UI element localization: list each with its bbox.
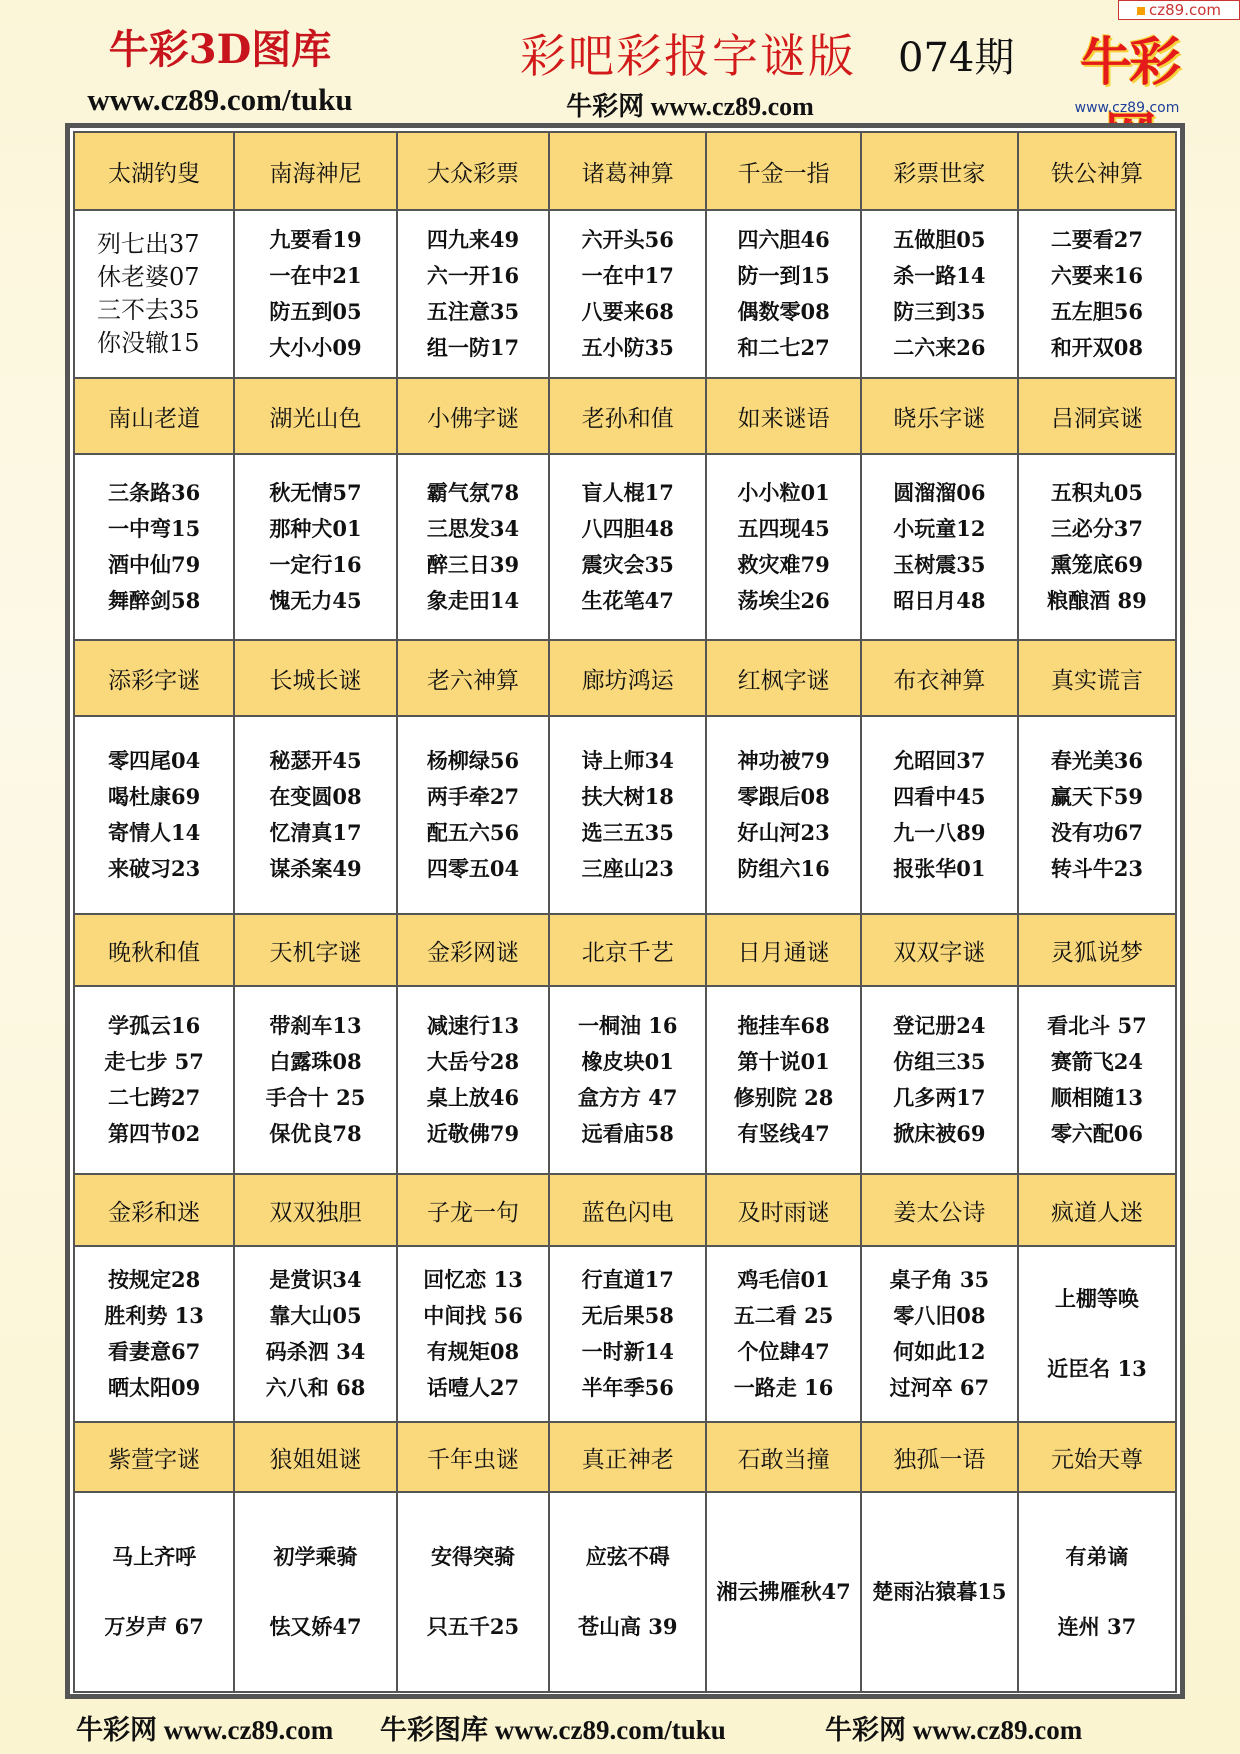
riddle-line: 大小小09 <box>269 335 362 360</box>
column-name-cell: 疯道人迷 <box>1018 1174 1176 1246</box>
logo-text: 牛彩 <box>1079 33 1178 93</box>
riddle-cell <box>1018 210 1176 378</box>
line-gap <box>398 1575 548 1609</box>
riddle-line: 八要来68 <box>581 299 674 324</box>
footer-link-left[interactable]: 牛彩网 www.cz89.com <box>76 1715 334 1745</box>
line-gap <box>75 1575 233 1609</box>
riddle-line: 一在中21 <box>269 263 362 288</box>
riddle-line: 三必分37 <box>1050 516 1144 541</box>
column-name-cell: 南海神尼 <box>234 132 397 210</box>
riddle-line: 看北斗 57 <box>1047 1013 1147 1038</box>
column-name-cell: 红枫字谜 <box>706 640 861 716</box>
riddle-line: 杨柳绿56 <box>426 748 520 773</box>
riddle-line: 第十说01 <box>737 1049 830 1074</box>
riddle-cell <box>706 1246 861 1422</box>
column-name-cell: 日月通谜 <box>706 914 861 986</box>
column-name-cell: 老六神算 <box>397 640 549 716</box>
riddle-line: 二七跨27 <box>108 1085 201 1110</box>
corner-badge-text: cz89.com <box>1148 1 1221 19</box>
column-name-cell: 蓝色闪电 <box>549 1174 706 1246</box>
riddle-cell <box>397 1246 549 1422</box>
riddle-line: 小小粒01 <box>737 480 830 505</box>
site-title: 牛彩3D图库 <box>108 26 332 73</box>
riddle-line: 允昭回37 <box>893 748 986 773</box>
riddle-cell <box>74 1492 234 1692</box>
riddle-line: 醉三日39 <box>426 552 520 577</box>
column-name-cell: 狼姐姐谜 <box>234 1422 397 1492</box>
riddle-cell <box>861 1492 1018 1692</box>
riddle-line: 诗上师34 <box>581 748 674 773</box>
riddle-cell <box>706 986 861 1174</box>
riddle-line: 春光美36 <box>1050 748 1144 773</box>
riddle-line: 连州 37 <box>1057 1614 1137 1639</box>
riddle-line: 带刹车13 <box>269 1013 362 1038</box>
column-name-cell: 铁公神算 <box>1018 132 1176 210</box>
riddle-line: 有规矩08 <box>426 1339 520 1364</box>
riddle-cell <box>234 986 397 1174</box>
riddle-line: 秘瑟开45 <box>269 748 362 773</box>
content-row <box>74 454 1176 640</box>
riddle-line: 盒方方 47 <box>577 1085 678 1110</box>
riddle-cell <box>861 1246 1018 1422</box>
column-name-cell: 双双独胆 <box>234 1174 397 1246</box>
name-row <box>74 1422 1176 1492</box>
line-gap <box>550 1575 705 1609</box>
riddle-line: 苍山高 39 <box>577 1614 678 1639</box>
riddle-line: 五小防35 <box>581 335 674 360</box>
riddle-cell <box>549 1492 706 1692</box>
riddle-line: 无后果58 <box>581 1303 674 1328</box>
column-name-cell: 元始天尊 <box>1018 1422 1176 1492</box>
column-name-cell: 千金一指 <box>706 132 861 210</box>
riddle-cell <box>861 454 1018 640</box>
site-url-link[interactable]: www.cz89.com/tuku <box>87 82 353 117</box>
riddle-line: 扶大树18 <box>581 784 674 809</box>
riddle-line: 鸡毛信01 <box>737 1267 830 1292</box>
riddle-line: 手合十 25 <box>265 1085 366 1110</box>
riddle-line: 是赏识34 <box>269 1267 362 1292</box>
riddle-line: 秋无情57 <box>269 480 362 505</box>
name-row <box>74 132 1176 210</box>
riddle-line: 杀一路14 <box>893 263 986 288</box>
riddle-line: 和二七27 <box>737 335 830 360</box>
column-name-cell: 如来谜语 <box>706 378 861 454</box>
riddle-line: 第四节02 <box>108 1121 201 1146</box>
riddle-line: 圆溜溜06 <box>893 480 986 505</box>
riddle-cell <box>706 1492 861 1692</box>
riddle-line: 何如此12 <box>893 1339 986 1364</box>
column-name-cell: 添彩字谜 <box>74 640 234 716</box>
riddle-cell <box>234 454 397 640</box>
riddle-line: 荡埃尘26 <box>737 588 830 613</box>
riddle-line: 谋杀案49 <box>269 856 362 881</box>
riddle-line: 防一到15 <box>737 263 830 288</box>
riddle-line: 愧无力45 <box>269 588 362 613</box>
column-name-cell: 晚秋和值 <box>74 914 234 986</box>
riddle-line: 组一防17 <box>426 335 520 360</box>
riddle-line: 五左胆56 <box>1050 299 1144 324</box>
column-name-cell: 老孙和值 <box>549 378 706 454</box>
riddle-line: 拖挂车68 <box>737 1013 830 1038</box>
riddle-line: 安得突骑 <box>431 1544 516 1569</box>
riddle-cell <box>74 986 234 1174</box>
name-row <box>74 1174 1176 1246</box>
sub-url-link[interactable]: 牛彩网 www.cz89.com <box>566 92 814 121</box>
riddle-line: 两手牵27 <box>426 784 520 809</box>
riddle-line: 一在中17 <box>581 263 674 288</box>
riddle-cell <box>706 210 861 378</box>
riddle-line: 减速行13 <box>426 1013 520 1038</box>
riddle-line: 防五到05 <box>269 299 362 324</box>
riddle-line: 五注意35 <box>426 299 520 324</box>
column-name-cell: 布衣神算 <box>861 640 1018 716</box>
riddle-line: 列七出37 <box>97 230 200 258</box>
riddle-line: 神功被79 <box>737 748 830 773</box>
column-name-cell: 南山老道 <box>74 378 234 454</box>
riddle-cell <box>397 1492 549 1692</box>
column-name-cell: 独孤一语 <box>861 1422 1018 1492</box>
riddle-line: 个位肆47 <box>737 1339 830 1364</box>
riddle-line: 五做胆05 <box>893 227 986 252</box>
column-name-cell: 湖光山色 <box>234 378 397 454</box>
riddle-line: 六一开16 <box>426 263 520 288</box>
riddle-line: 赢天下59 <box>1050 784 1144 809</box>
riddle-line: 选三五35 <box>581 820 674 845</box>
column-name-cell: 灵狐说梦 <box>1018 914 1176 986</box>
riddle-line: 三思发34 <box>426 516 520 541</box>
riddle-line: 走七步 57 <box>104 1049 204 1074</box>
riddle-line: 防组六16 <box>737 856 830 881</box>
riddle-line: 按规定28 <box>108 1267 201 1292</box>
riddle-line: 一时新14 <box>581 1339 674 1364</box>
riddle-grid <box>73 131 1177 1693</box>
riddle-cell <box>1018 986 1176 1174</box>
riddle-line: 小玩童12 <box>893 516 986 541</box>
logo-url: www.cz89.com <box>1074 100 1180 116</box>
riddle-line: 转斗牛23 <box>1050 856 1144 881</box>
riddle-line: 半年季56 <box>581 1375 674 1400</box>
riddle-cell <box>234 716 397 914</box>
riddle-line: 五四现45 <box>737 516 830 541</box>
riddle-line: 四看中45 <box>893 784 986 809</box>
riddle-line: 二要看27 <box>1050 227 1144 252</box>
content-row <box>74 1492 1176 1692</box>
riddle-line: 保优良78 <box>269 1121 362 1146</box>
content-row <box>74 1246 1176 1422</box>
riddle-line: 仿组三35 <box>893 1049 986 1074</box>
riddle-line: 顺相随13 <box>1050 1085 1144 1110</box>
column-name-cell: 子龙一句 <box>397 1174 549 1246</box>
riddle-line: 应弦不碍 <box>585 1544 670 1569</box>
riddle-line: 中间找 56 <box>423 1303 523 1328</box>
riddle-line: 六八和 68 <box>265 1375 366 1400</box>
riddle-line: 三座山23 <box>581 856 674 881</box>
column-name-cell: 真实谎言 <box>1018 640 1176 716</box>
riddle-line: 六要来16 <box>1050 263 1144 288</box>
riddle-cell <box>74 1246 234 1422</box>
column-name-cell: 彩票世家 <box>861 132 1018 210</box>
content-row <box>74 716 1176 914</box>
riddle-line: 防三到35 <box>893 299 986 324</box>
column-name-cell: 真正神老 <box>549 1422 706 1492</box>
riddle-line: 救灾难79 <box>737 552 830 577</box>
riddle-line: 好山河23 <box>737 820 830 845</box>
column-name-cell: 石敢当撞 <box>706 1422 861 1492</box>
riddle-cell <box>549 716 706 914</box>
riddle-line: 登记册24 <box>893 1013 986 1038</box>
column-name-cell: 金彩和迷 <box>74 1174 234 1246</box>
riddle-line: 休老婆07 <box>97 263 200 291</box>
riddle-line: 白露珠08 <box>269 1049 362 1074</box>
riddle-line: 昭日月48 <box>893 588 986 613</box>
column-name-cell: 千年虫谜 <box>397 1422 549 1492</box>
riddle-line: 零四尾04 <box>108 748 201 773</box>
riddle-line: 几多两17 <box>893 1085 986 1110</box>
riddle-line: 一桐油 16 <box>577 1013 678 1038</box>
riddle-line: 九一八89 <box>893 820 986 845</box>
riddle-line: 八四胆48 <box>581 516 674 541</box>
riddle-line: 晒太阳09 <box>108 1375 201 1400</box>
riddle-line: 看妻意67 <box>108 1339 201 1364</box>
riddle-cell <box>861 986 1018 1174</box>
line-gap <box>1019 1317 1175 1351</box>
riddle-cell <box>234 210 397 378</box>
riddle-cell <box>74 716 234 914</box>
riddle-line: 玉树震35 <box>893 552 986 577</box>
riddle-line: 熏笼底69 <box>1050 552 1144 577</box>
column-name-cell: 紫萱字谜 <box>74 1422 234 1492</box>
riddle-line: 零跟后08 <box>737 784 830 809</box>
riddle-line: 赛箭飞24 <box>1050 1049 1144 1074</box>
riddle-line: 湘云拂雁秋47 <box>716 1579 851 1604</box>
riddle-line: 酒中仙79 <box>108 552 201 577</box>
riddle-line: 怯又娇47 <box>269 1614 362 1639</box>
riddle-line: 五积丸05 <box>1050 480 1144 505</box>
line-gap <box>235 1575 396 1609</box>
riddle-line: 桌子角 35 <box>889 1267 990 1292</box>
column-name-cell: 诸葛神算 <box>549 132 706 210</box>
riddle-line: 初学乘骑 <box>273 1544 358 1569</box>
column-name-cell: 小佛字谜 <box>397 378 549 454</box>
name-row <box>74 914 1176 986</box>
column-name-cell: 及时雨谜 <box>706 1174 861 1246</box>
riddle-cell <box>861 210 1018 378</box>
riddle-line: 舞醉剑58 <box>108 588 201 613</box>
column-name-cell: 晓乐字谜 <box>861 378 1018 454</box>
riddle-line: 大岳兮28 <box>426 1049 520 1074</box>
column-name-cell: 金彩网谜 <box>397 914 549 986</box>
riddle-line: 一路走 16 <box>733 1375 834 1400</box>
riddle-line: 报张华01 <box>893 856 986 881</box>
name-row <box>74 640 1176 716</box>
riddle-line: 马上齐呼 <box>112 1544 197 1569</box>
riddle-line: 零六配06 <box>1050 1121 1144 1146</box>
riddle-cell <box>234 1492 397 1692</box>
riddle-line: 修别院 28 <box>733 1085 834 1110</box>
riddle-line: 掀床被69 <box>893 1121 986 1146</box>
riddle-line: 近臣名 13 <box>1047 1356 1147 1381</box>
riddle-line: 四零五04 <box>426 856 520 881</box>
issue-number: 074期 <box>898 35 1015 81</box>
riddle-line: 粮酿酒 89 <box>1047 588 1147 613</box>
column-name-cell: 长城长谜 <box>234 640 397 716</box>
riddle-line: 三不去35 <box>97 296 200 324</box>
riddle-line: 寄情人14 <box>108 820 201 845</box>
riddle-line: 霸气氛78 <box>426 480 520 505</box>
riddle-line: 生花笔47 <box>581 588 674 613</box>
riddle-cell <box>74 454 234 640</box>
riddle-line: 一中弯15 <box>108 516 201 541</box>
riddle-cell <box>706 454 861 640</box>
riddle-line: 来破习23 <box>108 856 201 881</box>
column-name-cell: 吕洞宾谜 <box>1018 378 1176 454</box>
riddle-line: 四九来49 <box>426 227 520 252</box>
riddle-line: 万岁声 67 <box>104 1614 204 1639</box>
riddle-cell <box>549 986 706 1174</box>
riddle-line: 有竖线47 <box>737 1121 830 1146</box>
riddle-line: 和开双08 <box>1050 335 1144 360</box>
riddle-cell <box>1018 1246 1176 1422</box>
riddle-line: 上棚等唤 <box>1054 1286 1139 1311</box>
riddle-line: 那种犬01 <box>269 516 362 541</box>
riddle-line: 忆清真17 <box>269 820 362 845</box>
riddle-line: 六开头56 <box>581 227 674 252</box>
footer-link-right[interactable]: 牛彩网 www.cz89.com <box>825 1715 1083 1745</box>
riddle-line: 偶数零08 <box>737 299 830 324</box>
riddle-cell <box>706 716 861 914</box>
name-row <box>74 378 1176 454</box>
riddle-line: 桌上放46 <box>426 1085 520 1110</box>
column-name-cell: 双双字谜 <box>861 914 1018 986</box>
riddle-line: 近敬佛79 <box>426 1121 520 1146</box>
riddle-line: 行直道17 <box>581 1267 674 1292</box>
riddle-cell <box>549 454 706 640</box>
riddle-cell <box>397 454 549 640</box>
riddle-cell <box>1018 716 1176 914</box>
riddle-line: 三条路36 <box>108 480 201 505</box>
riddle-cell <box>549 1246 706 1422</box>
riddle-line: 远看庙58 <box>581 1121 674 1146</box>
line-gap <box>1019 1575 1175 1609</box>
column-name-cell: 太湖钓叟 <box>74 132 234 210</box>
riddle-cell <box>549 210 706 378</box>
riddle-line: 靠大山05 <box>269 1303 362 1328</box>
riddle-cell <box>1018 454 1176 640</box>
column-name-cell: 姜太公诗 <box>861 1174 1018 1246</box>
riddle-line: 在变圆08 <box>269 784 362 809</box>
riddle-line: 九要看19 <box>269 227 362 252</box>
riddle-line: 二六来26 <box>893 335 986 360</box>
column-name-cell: 大众彩票 <box>397 132 549 210</box>
riddle-line: 楚雨沾猿暮15 <box>872 1579 1007 1604</box>
riddle-line: 有弟谪 <box>1065 1544 1129 1569</box>
riddle-line: 零八旧08 <box>893 1303 986 1328</box>
riddle-line: 一定行16 <box>269 552 362 577</box>
content-row <box>74 210 1176 378</box>
riddle-line: 胜利势 13 <box>104 1303 204 1328</box>
riddle-line: 配五六56 <box>426 820 520 845</box>
footer-link-middle[interactable]: 牛彩图库 www.cz89.com/tuku <box>380 1715 726 1745</box>
riddle-cell <box>861 716 1018 914</box>
riddle-cell <box>234 1246 397 1422</box>
site-logo[interactable] <box>1052 14 1202 114</box>
column-name-cell: 北京千艺 <box>549 914 706 986</box>
riddle-cell <box>1018 1492 1176 1692</box>
riddle-line: 五二看 25 <box>733 1303 834 1328</box>
content-row <box>74 986 1176 1174</box>
riddle-line: 没有功67 <box>1050 820 1144 845</box>
riddle-cell <box>397 986 549 1174</box>
riddle-line: 你没辙15 <box>97 329 200 357</box>
page-title: 彩吧彩报字谜版 <box>520 29 856 83</box>
riddle-line: 震灾会35 <box>581 552 674 577</box>
riddle-line: 橡皮块01 <box>581 1049 674 1074</box>
riddle-line: 学孤云16 <box>108 1013 201 1038</box>
riddle-line: 象走田14 <box>426 588 520 613</box>
riddle-line: 回忆恋 13 <box>423 1267 523 1292</box>
column-name-cell: 天机字谜 <box>234 914 397 986</box>
riddle-line: 四六胆46 <box>737 227 830 252</box>
riddle-line: 盲人棍17 <box>581 480 674 505</box>
column-name-cell: 廊坊鸿运 <box>549 640 706 716</box>
riddle-line: 码杀泗 34 <box>265 1339 366 1364</box>
riddle-cell <box>397 210 549 378</box>
riddle-cell <box>74 210 234 378</box>
riddle-cell <box>397 716 549 914</box>
riddle-line: 话噎人27 <box>426 1375 520 1400</box>
riddle-line: 过河卒 67 <box>889 1375 990 1400</box>
riddle-line: 喝杜康69 <box>108 784 201 809</box>
riddle-line: 只五千25 <box>426 1614 520 1639</box>
